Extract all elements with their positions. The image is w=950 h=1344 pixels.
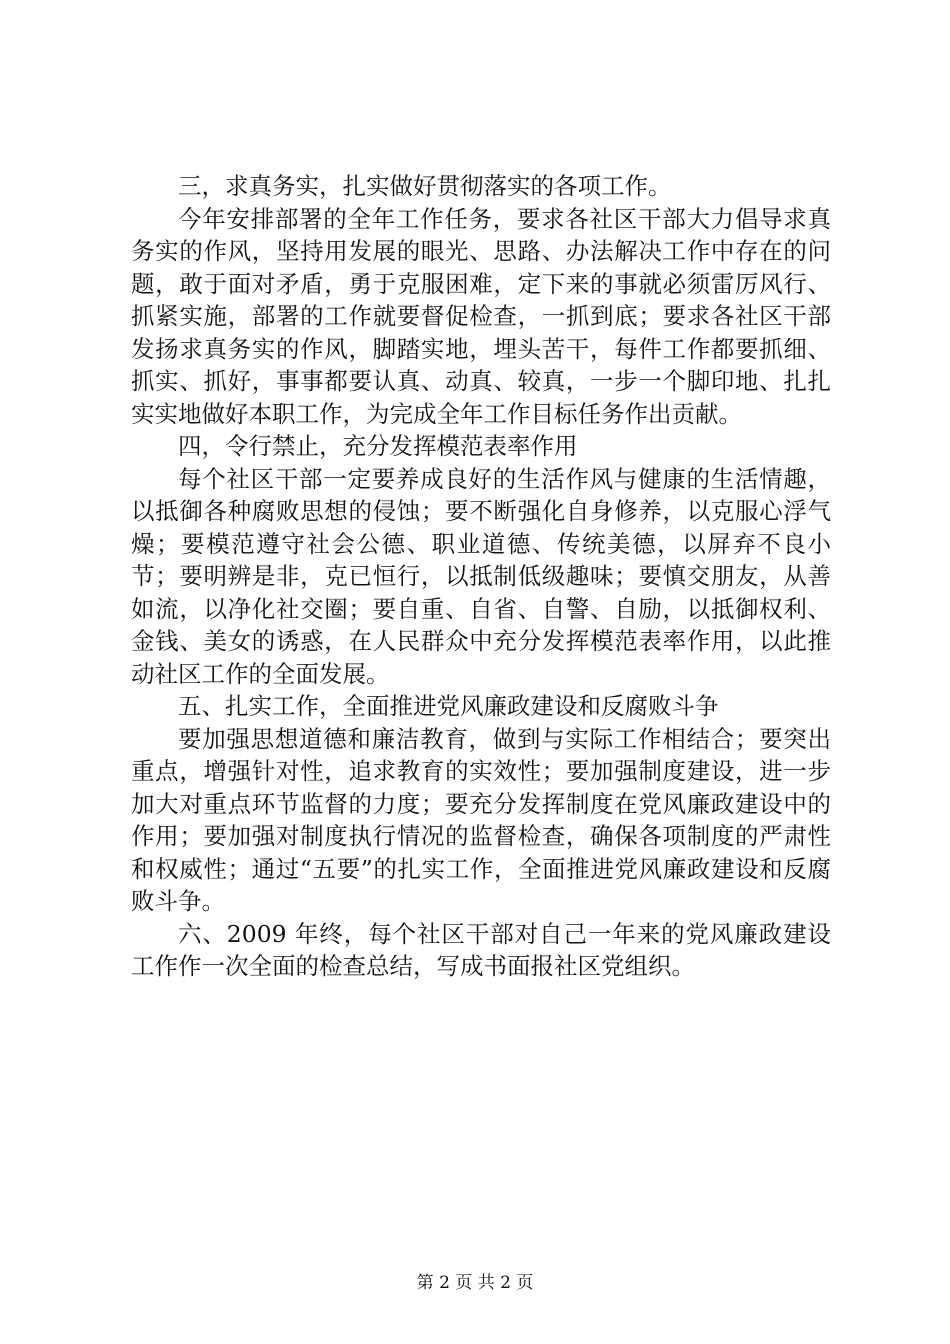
paragraph-section-3-body: 今年安排部署的全年工作任务，要求各社区干部大力倡导求真务实的作风，坚持用发展的眼光、思路、办法解决工作中存在的问题，敢于面对矛盾，勇于克服困难，定下来的事就必须雷厉风行、抓紧实施，部署的工作就要督促检查，一抓到底；要求各社区干部发扬求真务实的作风，脚踏实地，埋头苦干，每件工作都要抓细、抓实、抓好，事事都要认真、动真、较真，一步一个脚印地、扎扎实实地做好本职工作，为完成全年工作目标任务作出贡献。 xyxy=(131,204,831,428)
heading-section-5: 五、扎实工作，全面推进党风廉政建设和反腐败斗争 xyxy=(178,692,719,720)
heading-section-4: 四，令行禁止，充分发挥模范表率作用 xyxy=(178,432,578,460)
paragraph-section-5-body: 要加强思想道德和廉洁教育，做到与实际工作相结合；要突出重点，增强针对性，追求教育的实效性；要加强制度建设，进一步加大对重点环节监督的力度；要充分发挥制度在党风廉政建设中的作用；要加强对制度执行情况的监督检查，确保各项制度的严肃性和权威性；通过“五要”的扎实工作，全面推进党风廉政建设和反腐败斗争。 xyxy=(131,724,831,915)
paragraph-section-4-body: 每个社区干部一定要养成良好的生活作风与健康的生活情趣，以抵御各种腐败思想的侵蚀；要不断强化自身修养，以克服心浮气燥；要模范遵守社会公德、职业道德、传统美德，以屏弃不良小节；要明辨是非，克已恒行，以抵制低级趣味；要慎交朋友，从善如流，以净化社交圈；要自重、自省、自警、自励，以抵御权利、金钱、美女的诱惑，在人民群众中充分发挥模范表率作用，以此推动社区工作的全面发展。 xyxy=(131,464,831,688)
page-number-footer: 第 2 页 共 2 页 xyxy=(416,1273,534,1293)
document-body xyxy=(131,170,831,983)
heading-section-3: 三，求真务实，扎实做好贯彻落实的各项工作。 xyxy=(178,172,672,200)
paragraph-section-6: 六、2009 年终，每个社区干部对自己一年来的党风廉政建设工作作一次全面的检查总结，写成书面报社区党组织。 xyxy=(131,919,831,980)
